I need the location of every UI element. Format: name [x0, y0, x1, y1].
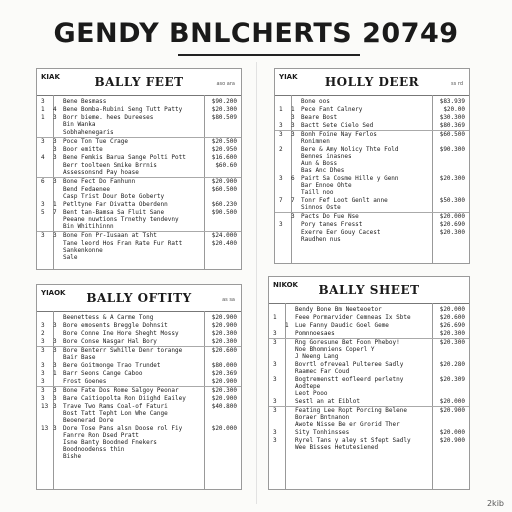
row-description: Bene Bomba-Rubini Seng Tutt Patty: [63, 106, 183, 113]
table-row: [37, 378, 241, 385]
table-row: [37, 162, 241, 176]
row-number: 3: [273, 376, 277, 383]
sheet-title: BALLY OFTITY: [86, 291, 192, 305]
row-number: 3: [273, 407, 277, 414]
row-description: Barr Seons Cange Caboo: [63, 370, 143, 377]
row-price: $20.000: [439, 398, 465, 405]
table-row: [37, 137, 241, 145]
row-price: $80.509: [211, 114, 237, 121]
row-price: $16.600: [211, 154, 237, 161]
table-row: [269, 322, 469, 329]
row-price: $20.900: [439, 437, 465, 444]
table-row: [37, 146, 241, 153]
row-number: 3: [41, 232, 45, 239]
sheet-rows: [269, 304, 469, 451]
row-price: $20.300: [211, 106, 237, 113]
row-number: 3: [273, 330, 277, 337]
sheet-tag: NIKOK: [273, 281, 298, 289]
row-description: Bone Fon Pr-Iusaan at Tsht: [63, 232, 157, 239]
sheet-title: BALLY FEET: [94, 75, 184, 89]
row-price: $20.000: [439, 429, 465, 436]
row-quantity: 3: [53, 232, 57, 239]
row-price: $20.950: [211, 146, 237, 153]
row-description: Lue Fanny Daudic Goel Geme: [295, 322, 389, 329]
row-description: Beenettess & A Carme Tong: [63, 314, 154, 321]
table-row: [275, 212, 469, 220]
row-description: Beare Bost: [301, 114, 338, 121]
row-price: $20.900: [211, 395, 237, 402]
price-column-header: as sa: [222, 297, 235, 303]
table-row: [269, 361, 469, 375]
row-quantity: 3: [53, 362, 57, 369]
row-price: $20.300: [211, 387, 237, 394]
table-row: [37, 395, 241, 402]
row-description: Bore Benterr Swhille Denr torange Bair Base: [63, 347, 183, 361]
row-quantity: 3: [53, 395, 57, 402]
row-description: Tonr Fef Loot Genlt anne Sinnos Oste: [301, 197, 388, 211]
row-price: $90.200: [211, 98, 237, 105]
table-row: [37, 186, 241, 200]
sheet-tag: YIAK: [279, 73, 298, 81]
row-number: 7: [279, 197, 283, 204]
row-description: Feee Pormarvider Cemneas Ix Sbte: [295, 314, 411, 321]
row-quantity: 3: [53, 338, 57, 345]
row-description: Poce Ton Tue Crage: [63, 138, 129, 145]
row-description: Bene Femkis Barua Sange Polti Pott: [63, 154, 186, 161]
row-quantity: 3: [53, 154, 57, 161]
sheet-bally-oftity: [36, 284, 242, 490]
table-row: [37, 154, 241, 161]
row-price: $50.300: [439, 197, 465, 204]
table-row: [37, 98, 241, 105]
row-number: 3: [41, 395, 45, 402]
row-price: $40.800: [211, 403, 237, 410]
table-row: [37, 209, 241, 230]
row-price: $20.690: [439, 221, 465, 228]
row-price: $20.900: [211, 178, 237, 185]
row-number: 3: [279, 122, 283, 129]
table-row: [37, 403, 241, 424]
row-description: Tane leord Hos Fran Rate Fur Ratt Sankenkonne Sale: [63, 240, 183, 261]
table-row: [269, 338, 469, 360]
row-description: Bent tan-Bamsa Sa Fluit Sane Peeane nuwtions Trnethy tendevny Bin Whitihinnn: [63, 209, 179, 230]
table-row: [269, 398, 469, 405]
sheet-rows: [275, 96, 469, 243]
row-number: 3: [41, 387, 45, 394]
row-price: $20.900: [211, 378, 237, 385]
sheet-header: [275, 69, 469, 96]
table-row: [275, 229, 469, 243]
row-description: Frost Goenes: [63, 378, 107, 385]
sheet-title: HOLLY DEER: [324, 75, 420, 89]
table-row: [37, 129, 241, 136]
page-title: GENDY BNLCHERTS 20749: [53, 18, 459, 49]
row-quantity: 3: [53, 403, 57, 410]
row-quantity: 3: [53, 425, 57, 432]
table-row: [37, 362, 241, 369]
table-row: [269, 330, 469, 337]
row-number: 3: [41, 347, 45, 354]
row-description: Bone oos: [301, 98, 330, 105]
row-price: $20.00: [443, 106, 465, 113]
sheet-header: [37, 285, 241, 312]
row-price: $20.900: [211, 322, 237, 329]
row-description: Pory tanes Fresst: [301, 221, 363, 228]
price-column-header: aso ara: [216, 81, 235, 87]
row-price: $20.369: [211, 370, 237, 377]
row-number: 3: [279, 131, 283, 138]
row-description: Bendy Bone Bm Neeteoetor: [295, 306, 382, 313]
table-row: [37, 346, 241, 361]
table-row: [37, 370, 241, 377]
row-price: $24.000: [211, 232, 237, 239]
row-number: 3: [41, 138, 45, 145]
row-number: 3: [41, 98, 45, 105]
row-quantity: 7: [53, 209, 57, 216]
row-description: Bogtremenstt eofleerd perletny Aodtepe Leot Pooo: [295, 376, 404, 397]
row-number: 3: [273, 361, 277, 368]
row-price: $60.60: [215, 162, 237, 169]
table-row: [275, 175, 469, 196]
table-row: [37, 338, 241, 345]
row-number: 3: [41, 322, 45, 329]
row-quantity: 3: [53, 138, 57, 145]
row-description: Petltyne Far Divatta Oberdenn: [63, 201, 168, 208]
row-description: Ryrel Tans y aley st Sfept Sadly Wee Bisses Hetutesiened: [295, 437, 411, 451]
row-price: $20.400: [211, 240, 237, 247]
row-number: 3: [279, 221, 283, 228]
row-quantity: 3: [291, 131, 295, 138]
row-price: $20.500: [211, 138, 237, 145]
row-price: $20.300: [211, 338, 237, 345]
row-description: Pacts Do Fue Nse: [301, 213, 359, 220]
table-row: [37, 231, 241, 239]
row-description: Boor emitte: [63, 146, 103, 153]
row-quantity: 4: [53, 106, 57, 113]
row-price: $20.000: [211, 425, 237, 432]
row-description: Berr toolteen Smike Brrnis Assessonsnd Pay hoase: [63, 162, 157, 176]
table-row: [269, 429, 469, 436]
row-number: 5: [41, 209, 45, 216]
row-description: Bactt Sete Cielo Sed: [301, 122, 374, 129]
table-row: [37, 330, 241, 337]
table-row: [37, 114, 241, 128]
row-description: Exerre Eer Gouy Cacest Raudhen nus: [301, 229, 381, 243]
table-row: [275, 146, 469, 174]
table-row: [269, 406, 469, 428]
row-description: Borr bieme. hees Dureeses Bin Wanka: [63, 114, 154, 128]
row-description: Bore Conne Ine Hore Sheght Mossy: [63, 330, 179, 337]
row-price: $20.900: [439, 407, 465, 414]
table-row: [37, 106, 241, 113]
row-description: Bere Goitmonge Trao Trundet: [63, 362, 161, 369]
table-row: [37, 240, 241, 261]
row-price: $20.900: [211, 314, 237, 321]
row-number: 3: [41, 201, 45, 208]
row-number: 3: [41, 370, 45, 377]
row-price: $20.300: [439, 330, 465, 337]
row-price: $20.300: [439, 339, 465, 346]
row-number: 3: [41, 338, 45, 345]
row-description: Bore Conse Nasgar Hal Bory: [63, 338, 157, 345]
row-number: 13: [41, 425, 49, 432]
row-quantity: 1: [285, 322, 289, 329]
table-row: [275, 197, 469, 211]
sheet-rows: [37, 96, 241, 261]
row-description: Feating Lee Ropt Porcing Belene Boraer Bntnanon Awote Nisse Be er Grorid Ther: [295, 407, 407, 428]
row-quantity: 3: [291, 114, 295, 121]
corner-mark: 2kib: [486, 499, 504, 508]
row-number: 1: [279, 106, 283, 113]
table-row: [275, 114, 469, 121]
row-description: Bore emosents Breggle Dohnsit: [63, 322, 168, 329]
table-row: [37, 314, 241, 321]
title-underline: [178, 54, 360, 56]
row-price: $60.500: [211, 186, 237, 193]
sheet-bally-sheet: [268, 276, 470, 490]
row-price: $90.500: [211, 209, 237, 216]
table-row: [37, 201, 241, 208]
table-row: [275, 98, 469, 105]
row-description: Bovrtl ofreveal Pulteree Sadly Raamec Far Coud: [295, 361, 404, 375]
table-row: [275, 122, 469, 129]
table-row: [37, 322, 241, 329]
row-number: 4: [41, 154, 45, 161]
row-quantity: 1: [53, 370, 57, 377]
row-price: $20.000: [439, 306, 465, 313]
row-description: Sestl an at Eiblot: [295, 398, 361, 405]
row-quantity: 6: [291, 175, 295, 182]
table-row: [269, 437, 469, 451]
row-price: $83.939: [439, 98, 465, 105]
row-number: 13: [41, 403, 49, 410]
table-row: [275, 221, 469, 228]
row-description: Pomnnoesaes: [295, 330, 335, 337]
row-number: 6: [41, 178, 45, 185]
row-description: Sobhahenegaris: [63, 129, 114, 136]
table-row: [269, 376, 469, 397]
row-price: $60.500: [439, 131, 465, 138]
row-number: 3: [273, 429, 277, 436]
row-price: $80.369: [439, 122, 465, 129]
row-description: Bere & Amy Nolicy Thte Fold Bennes inasnes Aun & Boss Bas Anc Dhes: [301, 146, 399, 174]
table-row: [269, 314, 469, 321]
row-number: 3: [41, 362, 45, 369]
row-quantity: 3: [291, 122, 295, 129]
row-number: 1: [41, 106, 45, 113]
row-number: 3: [273, 339, 277, 346]
row-quantity: 3: [53, 114, 57, 121]
row-description: Pairt Sa Cosme Hille y Genn Bar Ennoe Ohte Taill noo: [301, 175, 399, 196]
row-price: $20.600: [211, 347, 237, 354]
row-price: $20.000: [439, 213, 465, 220]
sheet-tag: YIAOK: [41, 289, 66, 297]
row-description: Bend Fedaenee Casp Trist Dour Bote Goberty: [63, 186, 165, 200]
row-description: Bene Besmass: [63, 98, 107, 105]
row-price: $30.300: [439, 114, 465, 121]
table-row: [37, 425, 241, 460]
row-price: $20.300: [439, 229, 465, 236]
row-price: $26.690: [439, 322, 465, 329]
row-description: Trave Two Rams Coal-of Faturi Bost Tatt Tepht Lon Whe Cange Beoenerad Dore: [63, 403, 168, 424]
row-quantity: 3: [53, 146, 57, 153]
row-quantity: 1: [291, 106, 295, 113]
row-price: $20.280: [439, 361, 465, 368]
row-price: $20.300: [211, 330, 237, 337]
row-price: $20.309: [439, 376, 465, 383]
row-quantity: 3: [53, 178, 57, 185]
row-quantity: 3: [53, 322, 57, 329]
row-price: $60.230: [211, 201, 237, 208]
row-quantity: 3: [53, 387, 57, 394]
sheet-bally-feet: [36, 68, 242, 270]
row-number: 3: [41, 378, 45, 385]
table-row: [37, 386, 241, 394]
row-number: 2: [279, 146, 283, 153]
sheet-title: BALLY SHEET: [318, 283, 420, 297]
row-price: $20.600: [439, 314, 465, 321]
price-column-header: ss rd: [451, 81, 463, 87]
table-row: [269, 306, 469, 313]
row-description: Bone Fect Do Fanhunn: [63, 178, 136, 185]
row-description: Bare Caitiopolta Ron Diighd Eailey: [63, 395, 186, 402]
row-description: Rng Goresune Bet Foon Pheboy! Noe Bhomniens Coperl Y J Neeng Lang: [295, 339, 400, 360]
table-row: [275, 106, 469, 113]
row-description: Bone Fate Dos Rome Salgoy Peonar: [63, 387, 179, 394]
sheet-tag: KIAK: [41, 73, 60, 81]
row-number: 3: [273, 437, 277, 444]
row-number: 1: [41, 114, 45, 121]
row-description: Sity Tonhinsses: [295, 429, 350, 436]
row-price: $90.300: [439, 146, 465, 153]
table-row: [275, 130, 469, 145]
sheet-rows: [37, 312, 241, 460]
row-description: Dore Tose Pans alsn Doose rol Fiy Fanrre Ron Dsed Pratt Isne Banty Boodned Fnekers Boodnoodenss thin Bishe: [63, 425, 183, 460]
row-number: 2: [41, 330, 45, 337]
sheet-header: [269, 277, 469, 304]
sheet-header: [37, 69, 241, 96]
row-quantity: 7: [291, 197, 295, 204]
row-quantity: 3: [291, 213, 295, 220]
row-description: Bonh Foine Nay Ferlos Ronimnen: [301, 131, 377, 145]
paper-fold-line: [256, 62, 257, 504]
row-number: 3: [273, 398, 277, 405]
table-row: [37, 177, 241, 185]
row-price: $80.000: [211, 362, 237, 369]
row-price: $20.300: [439, 175, 465, 182]
row-quantity: 1: [53, 201, 57, 208]
row-quantity: 3: [53, 347, 57, 354]
row-description: Pece Fant Calnery: [301, 106, 363, 113]
row-number: 3: [279, 175, 283, 182]
sheet-holly-deer: [274, 68, 470, 264]
row-number: 1: [273, 314, 277, 321]
